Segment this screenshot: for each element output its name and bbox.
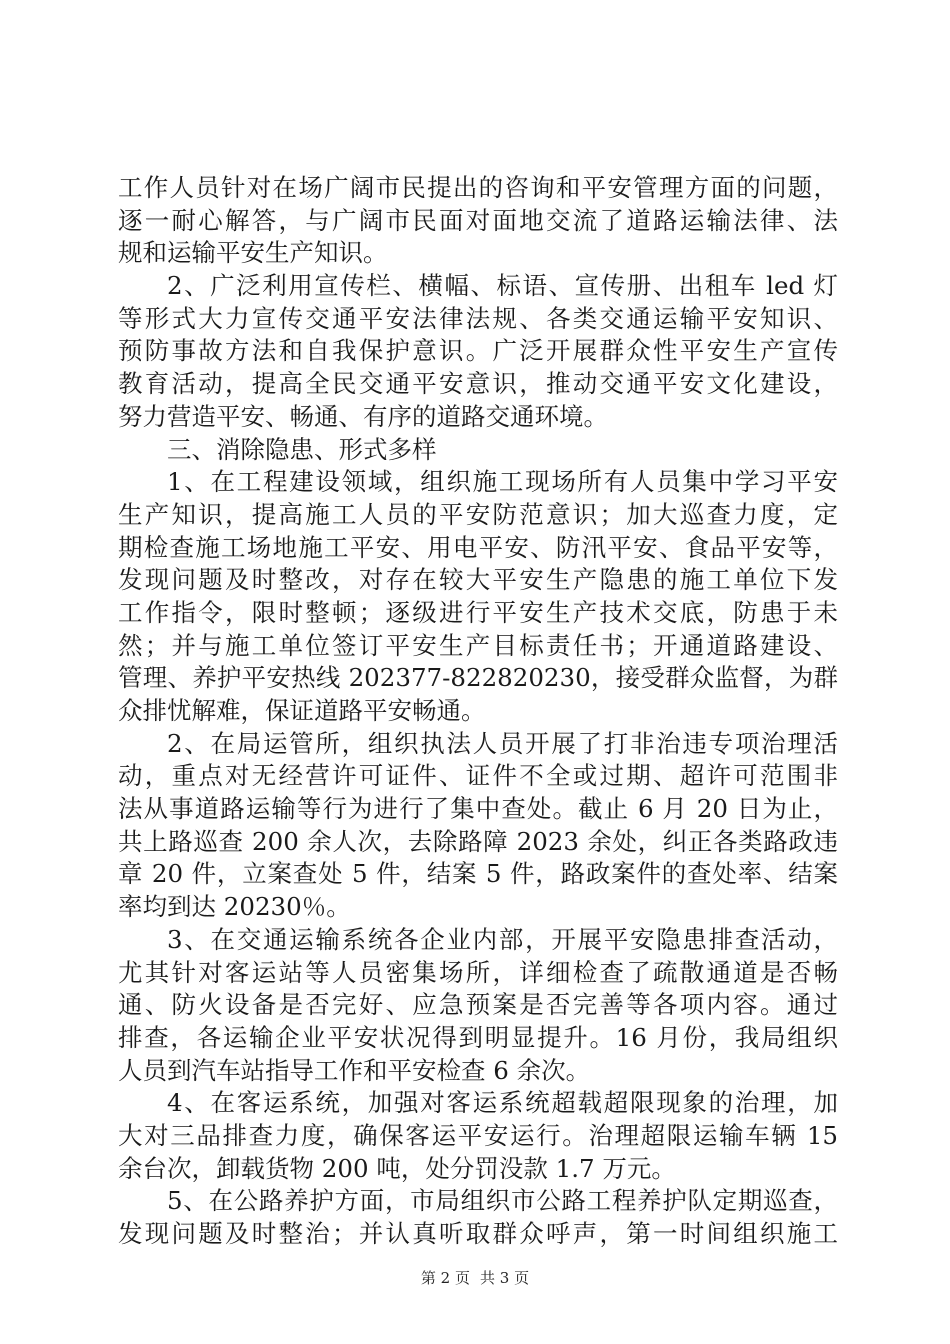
text-line: 工作人员针对在场广阔市民提出的咨询和平安管理方面的问题， [118,173,838,202]
text-line: 逐一耐心解答，与广阔市民面对面地交流了道路运输法律、法 [118,205,838,235]
text-line: 余台次，卸载货物 200 吨，处分罚没款 1.7 万元。 [118,1153,676,1183]
text-line: 人员到汽车站指导工作和平安检查 6 余次。 [118,1055,591,1085]
text-line: 法从事道路运输等行为进行了集中查处。截止 6 月 20 日为止， [118,794,838,824]
text-line: 通、防火设备是否完好、应急预案是否完善等各项内容。通过 [118,990,838,1020]
text-line: 工作指令，限时整顿；逐级进行平安生产技术交底，防患于未 [118,597,838,627]
text-line: 3、在交通运输系统各企业内部，开展平安隐患排查活动， [167,924,838,954]
text-line: 尤其针对客运站等人员密集场所，详细检查了疏散通道是否畅 [118,957,838,987]
text-line: 规和运输平安生产知识。 [118,238,388,268]
text-line: 教育活动，提高全民交通平安意识，推动交通平安文化建设， [118,369,838,399]
text-line: 大对三品排查力度，确保客运平安运行。治理超限运输车辆 15 [118,1120,838,1150]
text-line: 管理、养护平安热线 202377-822820230，接受群众监督，为群 [118,663,838,693]
text-line: 努力营造平安、畅通、有序的道路交通环境。 [118,401,608,431]
text-line: 众排忧解难，保证道路平安畅通。 [118,696,486,725]
page-footer [0,1268,950,1288]
page-number: 第 2 页 [420,1269,470,1287]
text-line: 章 20 件，立案查处 5 件，结案 5 件，路政案件的查处率、结案 [118,859,838,889]
text-line: 4、在客运系统，加强对客运系统超载超限现象的治理，加 [167,1088,838,1118]
text-line: 预防事故方法和自我保护意识。广泛开展群众性平安生产宣传 [118,336,838,366]
text-line: 5、在公路养护方面，市局组织市公路工程养护队定期巡查， [167,1186,838,1216]
text-line: 2、广泛利用宣传栏、横幅、标语、宣传册、出租车 led 灯 [167,271,838,301]
text-line: 发现问题及时整改，对存在较大平安生产隐患的施工单位下发 [118,565,838,595]
text-line: 三、消除隐患、形式多样 [167,434,437,464]
text-line: 然；并与施工单位签订平安生产目标责任书；开通道路建设、 [118,630,838,660]
text-line: 1、在工程建设领域，组织施工现场所有人员集中学习平安 [167,467,838,497]
text-line: 共上路巡查 200 余人次，去除路障 2023 余处，纠正各类路政违 [118,826,838,856]
text-line: 发现问题及时整治；并认真听取群众呼声，第一时间组织施工 [118,1219,838,1248]
text-line: 生产知识，提高施工人员的平安防范意识；加大巡查力度，定 [118,499,838,529]
text-line: 率均到达 20230％。 [118,892,351,922]
text-line: 期检查施工场地施工平安、用电平安、防汛平安、食品平安等， [118,532,838,562]
page-total: 共 3 页 [480,1269,530,1287]
text-line: 2、在局运管所，组织执法人员开展了打非治违专项治理活 [167,728,838,758]
text-line: 等形式大力宣传交通平安法律法规、各类交通运输平安知识、 [118,303,838,333]
text-line: 动，重点对无经营许可证件、证件不全或过期、超许可范围非 [118,761,838,791]
document-body [118,172,838,1251]
text-line: 排查，各运输企业平安状况得到明显提升。16 月份，我局组织 [118,1022,838,1052]
